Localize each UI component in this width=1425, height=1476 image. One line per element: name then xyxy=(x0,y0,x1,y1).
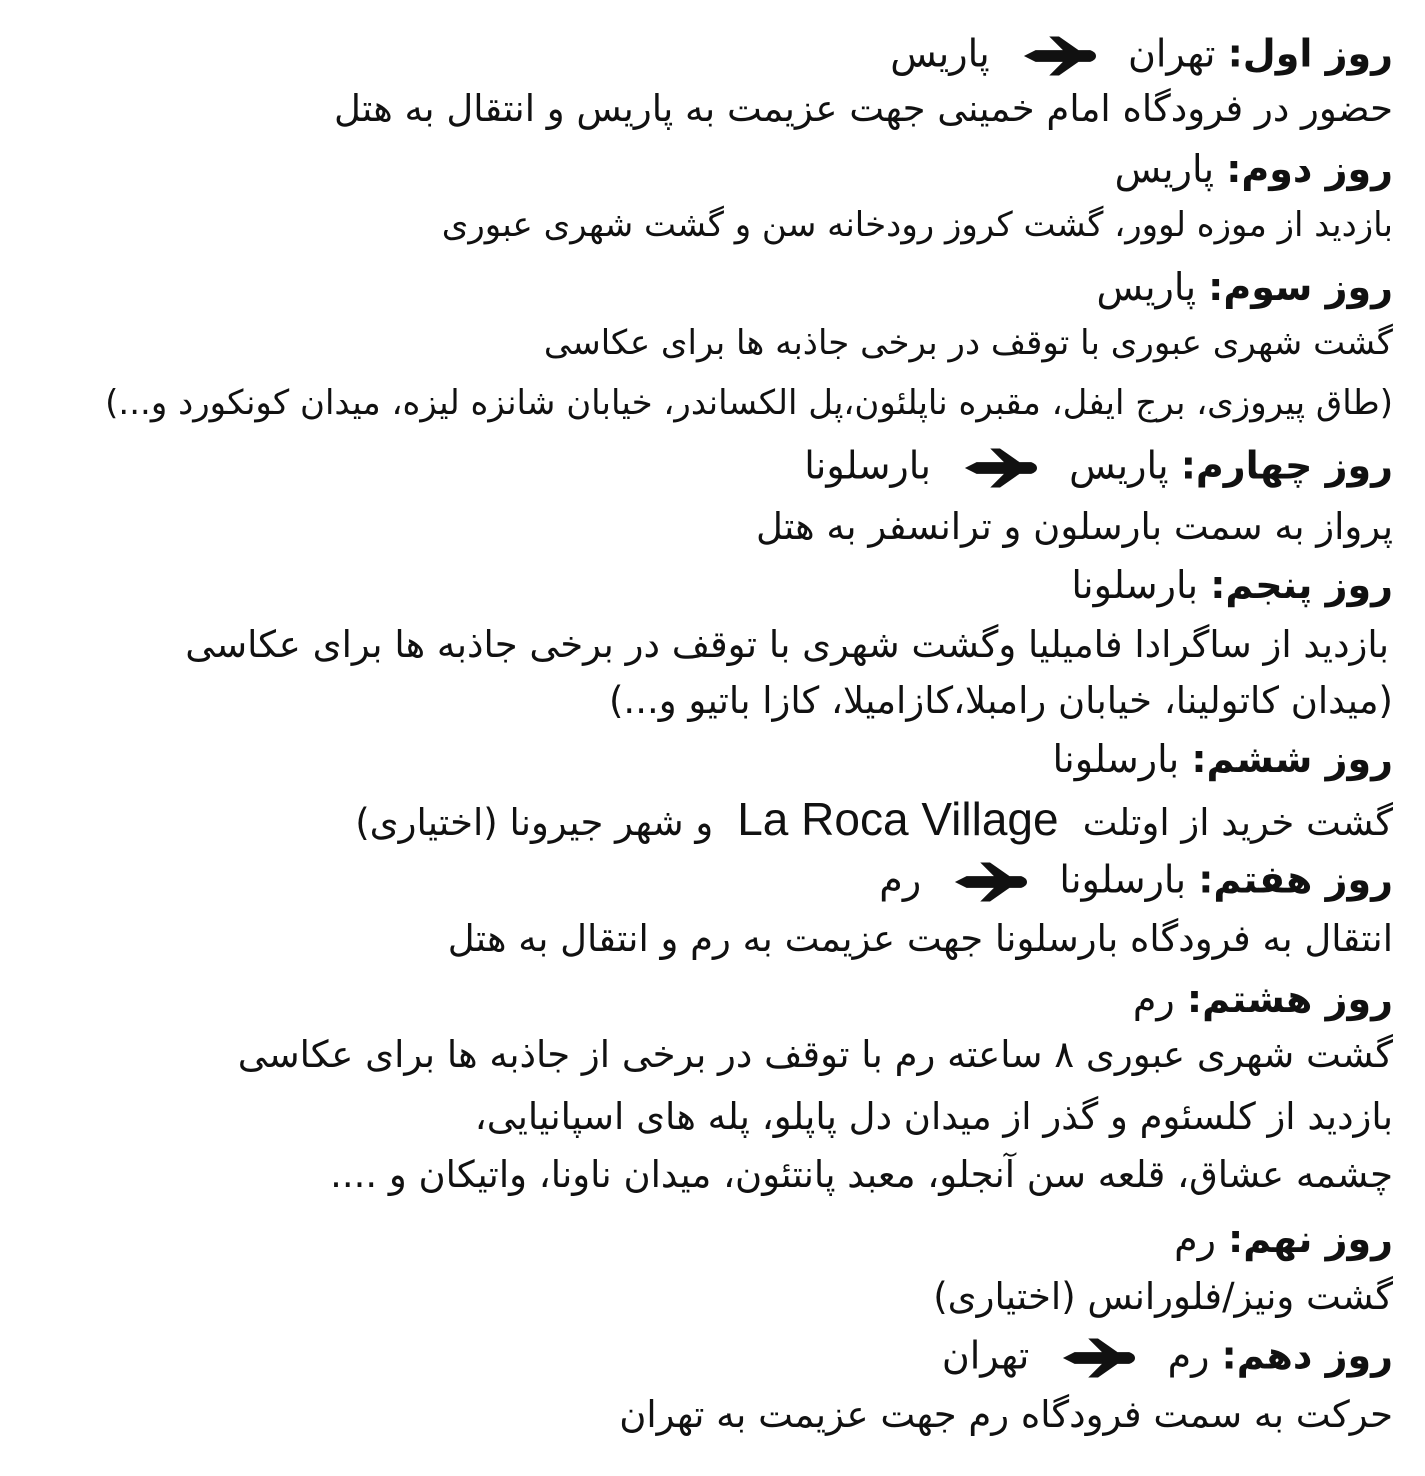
day-6-description-latin: La Roca Village xyxy=(737,793,1059,845)
day-7-origin: بارسلونا xyxy=(1059,857,1187,902)
airplane-icon xyxy=(1020,34,1098,78)
day-5-description-1: بازدید از ساگرادا فامیلیا وگشت شهری با توقف در برخی جاذبه ها برای عکاسی xyxy=(185,623,1389,666)
day-6-title xyxy=(1052,737,1393,781)
day-6-description-end: و شهر جیرونا (اختیاری) xyxy=(355,801,714,844)
day-4-origin: پاریس xyxy=(1069,443,1169,488)
day-6-label: روز ششم: xyxy=(1191,737,1393,781)
day-8-label: روز هشتم: xyxy=(1186,977,1393,1021)
day-10-title xyxy=(941,1333,1393,1380)
day-1-origin: تهران xyxy=(1127,31,1216,76)
day-9-title xyxy=(1174,1217,1393,1261)
day-2-title xyxy=(1114,147,1393,191)
day-3-place: پاریس xyxy=(1096,265,1197,309)
day-7-title xyxy=(879,857,1393,904)
day-7-destination: رم xyxy=(879,857,922,902)
day-7-description: انتقال به فرودگاه بارسلونا جهت عزیمت به رم و انتقال به هتل xyxy=(447,917,1393,960)
day-5-place: بارسلونا xyxy=(1071,563,1199,607)
day-1-title xyxy=(890,31,1393,78)
day-9-label: روز نهم: xyxy=(1228,1217,1393,1261)
day-2-label: روز دوم: xyxy=(1226,147,1393,191)
day-6-place: بارسلونا xyxy=(1052,737,1180,781)
day-8-place: رم xyxy=(1132,977,1175,1021)
day-4-label: روز چهارم: xyxy=(1180,443,1393,488)
day-3-description-1: گشت شهری عبوری با توقف در برخی جاذبه ها برای عکاسی xyxy=(543,323,1393,363)
day-1-description: حضور در فرودگاه امام خمینی جهت عزیمت به پاریس و انتقال به هتل xyxy=(334,87,1393,130)
day-7-label: روز هفتم: xyxy=(1198,857,1393,902)
day-10-destination: تهران xyxy=(941,1333,1030,1378)
day-1-destination: پاریس xyxy=(890,31,990,76)
airplane-icon xyxy=(951,860,1029,904)
day-9-description: گشت ونیز/فلورانس (اختیاری) xyxy=(933,1275,1393,1318)
day-6-description-start: گشت خرید از اوتلت xyxy=(1082,801,1393,844)
day-4-destination: بارسلونا xyxy=(804,443,931,488)
day-4-title xyxy=(804,443,1393,490)
day-8-description-3: چشمه عشاق، قلعه سن آنجلو، معبد پانتئون، میدان ناونا، واتیکان و .... xyxy=(330,1153,1393,1196)
day-10-origin: رم xyxy=(1167,1333,1210,1378)
day-6-description xyxy=(355,793,1393,845)
day-4-description: پرواز به سمت بارسلون و ترانسفر به هتل xyxy=(755,505,1393,548)
day-10-label: روز دهم: xyxy=(1221,1333,1393,1378)
day-5-title xyxy=(1071,563,1393,607)
day-8-title xyxy=(1132,977,1393,1021)
day-9-place: رم xyxy=(1174,1217,1216,1261)
airplane-icon xyxy=(961,446,1039,490)
day-3-description-2: (طاق پیروزی، برج ایفل، مقبره ناپلئون،پل الکساندر، خیابان شانزه لیزه، میدان کونکورد و...) xyxy=(105,383,1393,423)
day-8-description-1: گشت شهری عبوری ۸ ساعته رم با توقف در برخی از جاذبه ها برای عکاسی xyxy=(237,1033,1393,1076)
day-5-description-2: (میدان کاتولینا، خیابان رامبلا،کازامیلا، کازا باتیو و...) xyxy=(609,679,1393,722)
day-10-description: حرکت به سمت فرودگاه رم جهت عزیمت به تهران xyxy=(619,1393,1393,1436)
day-3-label: روز سوم: xyxy=(1208,265,1393,309)
day-5-label: روز پنجم: xyxy=(1210,563,1393,607)
day-8-description-2: بازدید از کلسئوم و گذر از میدان دل پاپلو، پله های اسپانیایی، xyxy=(474,1095,1393,1138)
day-2-place: پاریس xyxy=(1114,147,1215,191)
day-2-description: بازدید از موزه لوور، گشت کروز رودخانه سن و گشت شهری عبوری xyxy=(441,205,1393,245)
day-3-title xyxy=(1096,265,1393,309)
airplane-icon xyxy=(1059,1336,1137,1380)
day-1-label: روز اول: xyxy=(1227,31,1393,76)
